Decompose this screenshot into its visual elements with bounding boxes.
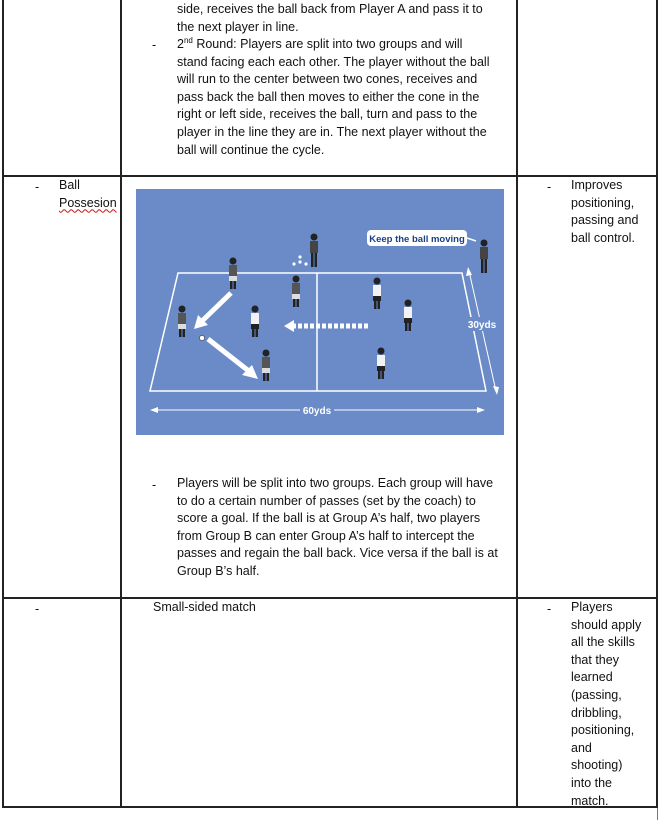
text-line: pass back the ball then moves to either the cone in the [177,89,480,104]
text-line: positioning, [571,723,635,738]
text-line: to do a certain number of passes (set by the coach) to [177,493,476,508]
round2-heading: Round: Players are split into two groups and will [192,37,463,51]
text-line: ball control. [571,230,635,245]
list-bullet: - [547,602,552,616]
drill-description [177,475,517,581]
list-bullet: - [547,180,552,194]
ball [199,335,204,340]
text-line: Group B’s half. [177,563,260,578]
cone [298,260,301,263]
text-line: side, receives the ball back from Player A and pass it to [177,2,483,16]
text-line: match. [571,793,609,808]
match-activity: Small-sided match [153,600,256,614]
diagram-background [136,189,504,435]
text-line: should apply [571,617,642,632]
round-ordinal-suffix: nd [183,35,193,45]
text-line: Players will be split into two groups. Each group will have [177,476,494,490]
cone [298,255,301,258]
text-line: will run to the center between two cones, receives and [177,72,478,87]
text-line: dribbling, [571,705,622,720]
drill-name-line: Ball [59,178,80,192]
drill-objective [571,177,655,247]
text-line: passes and regain the ball back. Vice versa if the ball is at [177,546,498,561]
text-line: all the skills [571,635,635,650]
list-bullet: - [152,478,157,492]
text-line: (passing, [571,687,622,702]
list-bullet: - [35,602,40,616]
table-border-bottom [2,806,658,808]
row1-continued-text [177,1,517,36]
list-bullet: - [35,180,40,194]
text-line: and [571,740,592,755]
table-border-left [2,0,4,808]
callout-text: Keep the ball moving [369,234,465,245]
text-line: positioning, [571,195,635,210]
text-line: right or left side, receives the ball, turn and pass to the [177,107,478,122]
drill-name-line: Possesion [59,195,117,210]
text-line: shooting) [571,758,623,773]
text-line: learned [571,670,613,685]
round2-description [177,36,517,159]
text-line: stand facing each each other. The player without the ball [177,54,490,69]
text-line: score a goal. If the ball is at Group A’s half, two players [177,511,481,526]
possession-drill-diagram [136,189,504,435]
table-border-col1 [120,0,122,808]
drill-name [59,177,119,212]
text-line: passing and [571,213,639,228]
text-line: from Group B can enter Group A’s half to intercept the [177,528,475,543]
text-line: Improves [571,178,623,192]
round2-first-line [177,36,517,54]
text-line: into the [571,775,613,790]
text-line: that they [571,652,619,667]
round-number: 2 [177,37,184,51]
text-cursor [657,808,658,820]
cone [304,262,307,265]
width-label: 30yds [467,320,497,331]
text-line: Players [571,600,613,614]
match-objective [571,599,655,810]
text-line: ball will continue the cycle. [177,142,325,157]
table-border-right [656,0,658,808]
list-bullet: - [152,38,157,52]
cone [292,262,295,265]
text-line: the next player in line. [177,19,299,34]
length-label: 60yds [302,406,332,417]
text-line: player in the line they are in. The next player without the [177,124,487,139]
